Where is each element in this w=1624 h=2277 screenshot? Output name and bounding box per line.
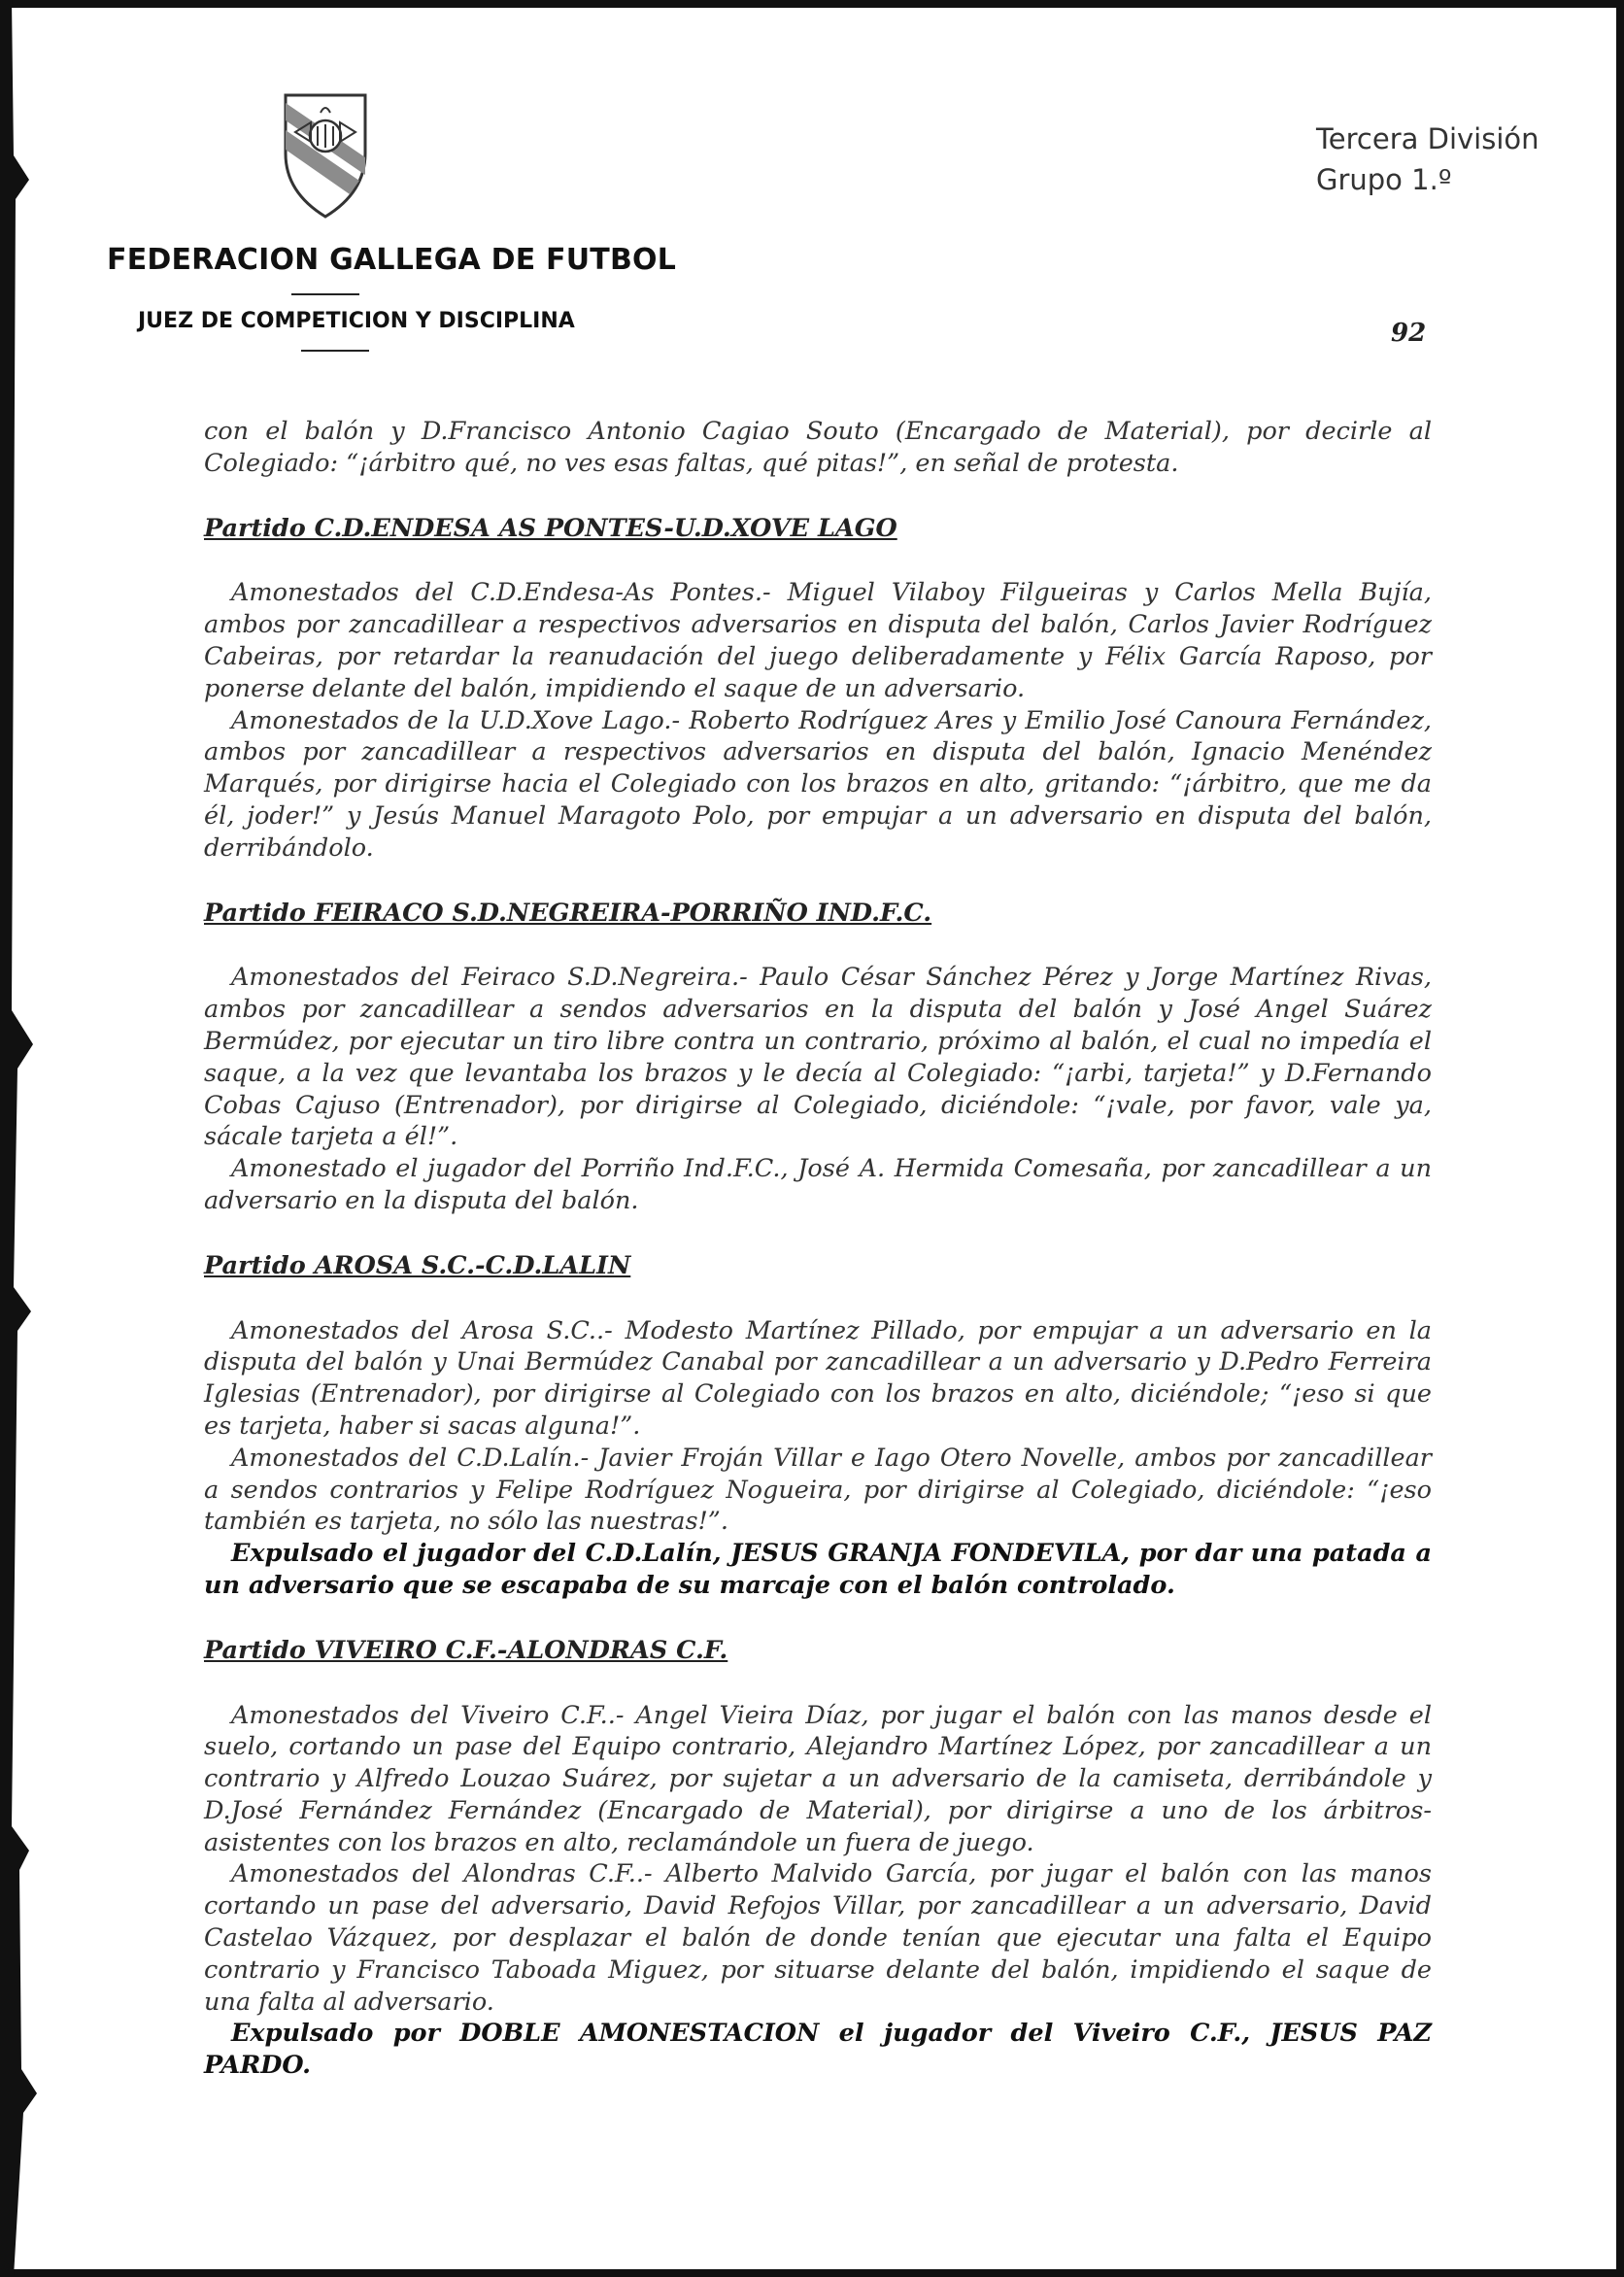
group-label: Grupo 1.º [1316,163,1452,196]
sanction-paragraph: Amonestados del Arosa S.C..- Modesto Martínez Pillado, por empujar a un adversario en la disputa del balón y Unai Bermúdez Canabal por zancadillear a un adversario y D.Pedro Ferreira Iglesias (Entrenador), por dirigirse al Colegiado con los brazos en alto, diciéndole; “¡eso si que es tarjeta, haber si sacas alguna!”. [204,1315,1432,1441]
match-section [204,1635,1432,2082]
org-name: FEDERACION GALLEGA DE FUTBOL [107,243,677,277]
intro-paragraph: con el balón y D.Francisco Antonio Cagiao Souto (Encargado de Material), por decirle al Colegiado: “¡árbitro qué, no ves esas faltas, qué pitas!”, en señal de protesta. [204,417,1432,478]
match-section [204,1250,1432,1602]
document-body [204,416,1432,2082]
sanction-paragraph: Amonestados del Alondras C.F..- Alberto Malvido García, por jugar el balón con las manos cortando un pase del adversario, David Refojos Villar, por zancadillear a un adversario, David Castelao Vázquez, por desplazar el balón de donde tenían que ejecutar una falta el Equipo contrario y Francisco Taboada Miguez, por situarse delante del balón, impidiendo el saque de una falta al adversario. [204,1859,1432,2017]
match-title: Partido FEIRACO S.D.NEGREIRA-PORRIÑO IND.F.C. [204,898,932,928]
divider [291,293,359,295]
expulsion-notice: Expulsado el jugador del C.D.Lalín, JESUS GRANJA FONDEVILA, por dar una patada a un adversario que se escapaba de su marcaje con el balón controlado. [204,1539,1432,1600]
expulsion-notice: Expulsado por DOBLE AMONESTACION el jugador del Viveiro C.F., JESUS PAZ PARDO. [204,2019,1432,2081]
federation-crest-icon [272,85,379,221]
sanction-paragraph: Amonestados del Viveiro C.F..- Angel Vieira Díaz, por jugar el balón con las manos desde el suelo, cortando un pase del Equipo contrario, Alejandro Martínez López, por zancadillear a un contrario y Alfredo Louzao Suárez, por sujetar a un adversario de la camiseta, derribándole y D.José Fernández Fernández (Encargado de Material), por dirigirse a uno de los árbitros-asistentes con los brazos en alto, reclamándole un fuera de juego. [204,1700,1432,1857]
page-number: 92 [1391,319,1427,348]
sanction-paragraph: Amonestados del Feiraco S.D.Negreira.- Paulo César Sánchez Pérez y Jorge Martínez Rivas, ambos por zancadillear a sendos adversarios en la disputa del balón y José Angel Suárez Bermúdez, por ejecutar un tiro libre contra un contrario, próximo al balón, el cual no impedía el saque, a la vez que levantaba los brazos y le decía al Colegiado: “¡arbi, tarjeta!” y D.Fernando Cobas Cajuso (Entrenador), por dirigirse al Colegiado, diciéndole: “¡vale, por favor, vale ya, sácale tarjeta a él!”. [204,963,1432,1152]
sanction-paragraph: Amonestados del C.D.Endesa-As Pontes.- Miguel Vilaboy Filgueiras y Carlos Mella Bujía, ambos por zancadillear a respectivos adversarios en disputa del balón, Carlos Javier Rodríguez Cabeiras, por retardar la reanudación del juego deliberadamente y Félix García Raposo, por ponerse delante del balón, impidiendo el saque de un adversario. [204,578,1432,703]
sanction-paragraph: Amonestado el jugador del Porriño Ind.F.C., José A. Hermida Comesaña, por zancadillear a un adversario en la disputa del balón. [204,1154,1432,1215]
sanction-paragraph: Amonestados del C.D.Lalín.- Javier Froján Villar e Iago Otero Novelle, ambos por zancadillear a sendos contrarios y Felipe Rodríguez Nogueira, por dirigirse al Colegiado, diciéndole: “¡eso también es tarjeta, no sólo las nuestras!”. [204,1443,1432,1537]
division-info [1316,119,1559,200]
match-section [204,898,1432,1217]
torn-left-edge [0,0,39,2277]
sub-title: JUEZ DE COMPETICION Y DISCIPLINA [138,309,575,333]
match-section [204,513,1432,865]
match-title: Partido VIVEIRO C.F.-ALONDRAS C.F. [204,1635,728,1665]
divider [301,350,369,352]
division-label: Tercera División [1316,122,1539,155]
match-title: Partido AROSA S.C.-C.D.LALIN [204,1250,631,1280]
sanction-paragraph: Amonestados de la U.D.Xove Lago.- Roberto Rodríguez Ares y Emilio José Canoura Fernández, ambos por zancadillear a respectivos adversarios en disputa del balón, Ignacio Menéndez Marqués, por dirigirse hacia el Colegiado con los brazos en alto, gritando: “¡árbitro, que me da él, joder!” y Jesús Manuel Maragoto Polo, por empujar a un adversario en disputa del balón, derribándolo. [204,705,1432,863]
match-title: Partido C.D.ENDESA AS PONTES-U.D.XOVE LAGO [204,513,897,543]
